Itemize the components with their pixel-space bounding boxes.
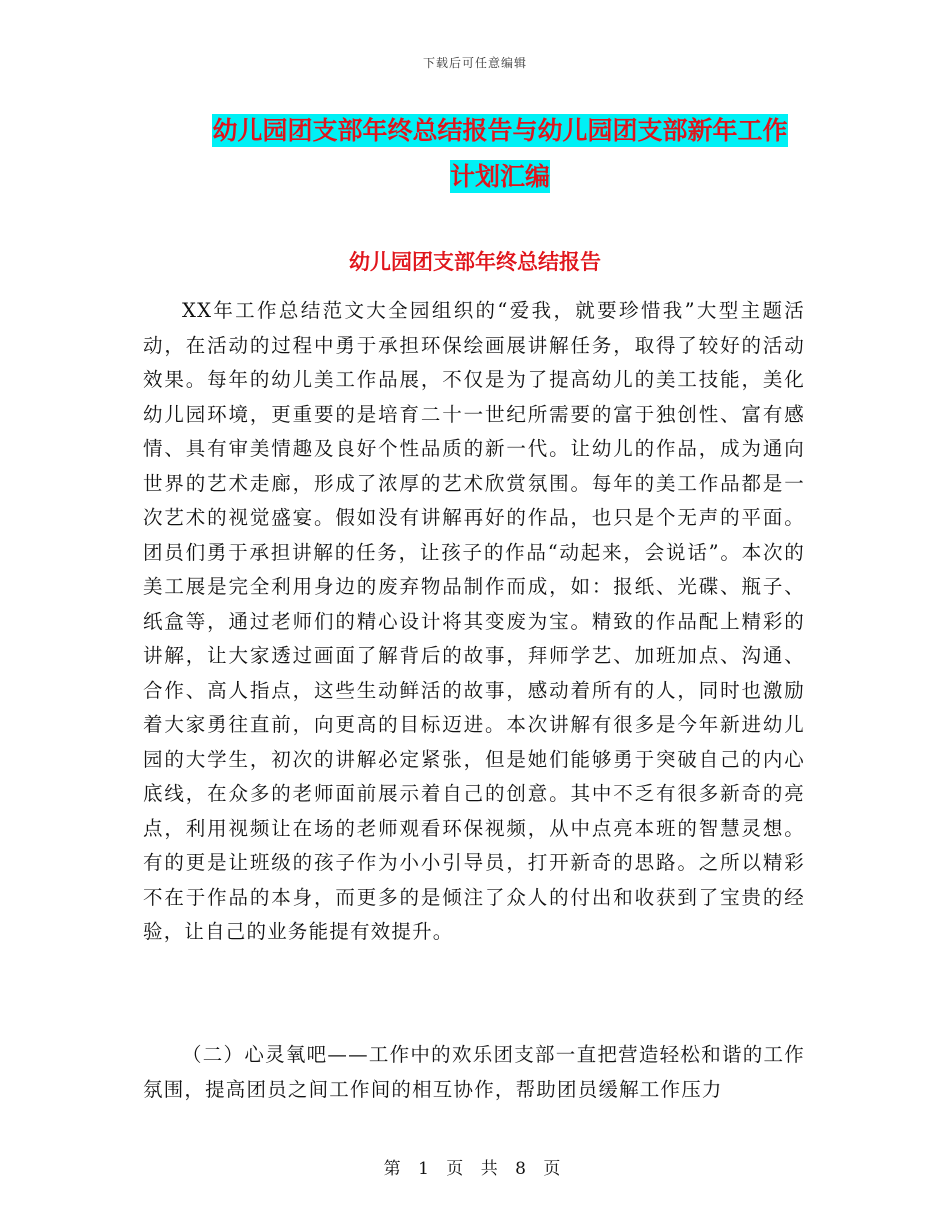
document-title-line1: 幼儿园团支部年终总结报告与幼儿园团支部新年工作 — [212, 116, 788, 145]
document-title-line2: 计划汇编 — [449, 162, 550, 191]
body-paragraph-2: （二）心灵氧吧——工作中的欢乐团支部一直把营造轻松和谐的工作氛围，提高团员之间工作间的相互协作，帮助团员缓解工作压力 — [143, 1043, 805, 1101]
header-note: 下载后可任意编辑 — [422, 56, 527, 70]
body-paragraph-1-container — [143, 294, 805, 950]
body-paragraph-1: XX年工作总结范文大全园组织的“爱我，就要珍惜我”大型主题活动，在活动的过程中勇于承担环保绘画展讲解任务，取得了较好的活动效果。每年的幼儿美工作品展，不仅是为了提高幼儿的美工技能，美化幼儿园环境，更重要的是培育二十一世纪所需要的富于独创性、富有感情、具有审美情趣及良好个性品质的新一代。让幼儿的作品，成为通向世界的艺术走廊，形成了浓厚的艺术欣赏氛围。每年的美工作品都是一次艺术的视觉盛宴。假如没有讲解再好的作品，也只是个无声的平面。团员们勇于承担讲解的任务，让孩子的作品“动起来，会说话”。本次的美工展是完全利用身边的废弃物品制作而成，如：报纸、光碟、瓶子、纸盒等，通过老师们的精心设计将其变废为宝。精致的作品配上精彩的讲解，让大家透过画面了解背后的故事，拜师学艺、加班加点、沟通、合作、高人指点，这些生动鲜活的故事，感动着所有的人，同时也激励着大家勇往直前，向更高的目标迈进。本次讲解有很多是今年新进幼儿园的大学生，初次的讲解必定紧张，但是她们能够勇于突破自己的内心底线，在众多的老师面前展示着自己的创意。其中不乏有很多新奇的亮点，利用视频让在场的老师观看环保视频，从中点亮本班的智慧灵想。有的更是让班级的孩子作为小小引导员，打开新奇的思路。之所以精彩不在于作品的本身，而更多的是倾注了众人的付出和收获到了宝贵的经验，让自己的业务能提有效提升。 — [143, 299, 805, 943]
page-footer: 第 1 页 共 8 页 — [383, 1159, 567, 1179]
body-paragraph-2-container — [143, 1038, 805, 1107]
section-title: 幼儿园团支部年终总结报告 — [349, 250, 601, 274]
document-title — [150, 108, 850, 200]
